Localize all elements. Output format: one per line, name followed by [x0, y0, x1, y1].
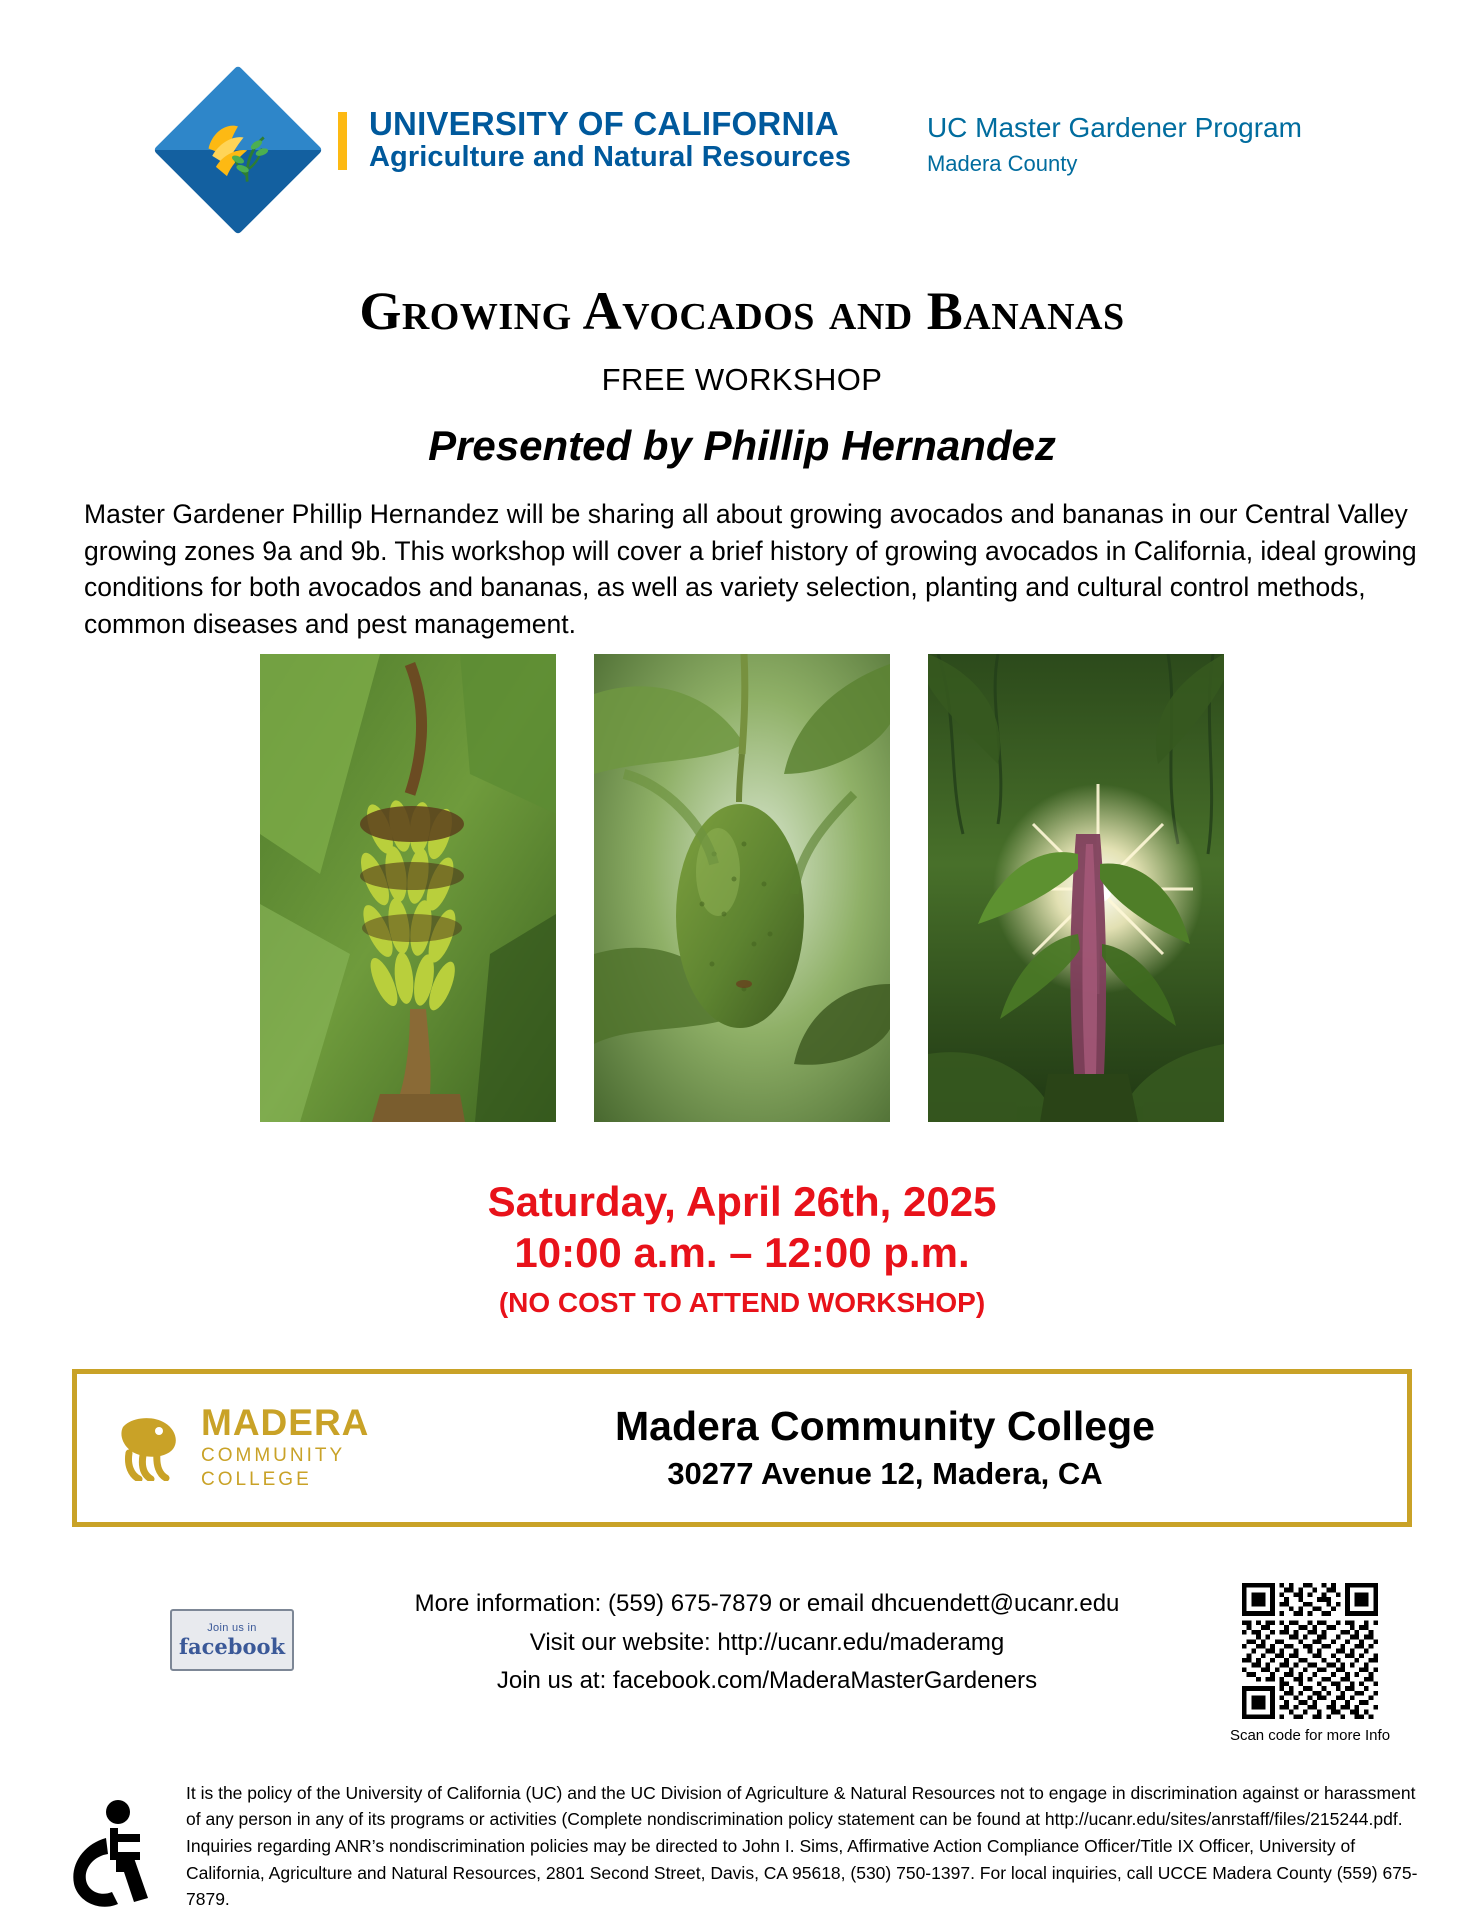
photo-row: [0, 654, 1484, 1122]
contact-facebook[interactable]: Join us at: facebook.com/MaderaMasterGardeners: [496, 1667, 1038, 1695]
venue-box: [72, 1369, 1412, 1527]
event-cost-note: (NO COST TO ATTEND WORKSHOP): [498, 1286, 986, 1318]
banana-plant-sunlight-photo: [928, 654, 1224, 1122]
brand-block: [338, 78, 851, 174]
venue-text: [413, 1403, 1407, 1492]
program-title: UC Master Gardener Program: [926, 112, 1302, 143]
event-date-block: [0, 1176, 1484, 1318]
event-time: 10:00 a.m. – 12:00 p.m.: [514, 1229, 970, 1277]
brand-line-2: Agriculture and Natural Resources: [369, 141, 851, 174]
presenter-line: Presented by Phillip Hernandez: [428, 422, 1056, 469]
facebook-badge[interactable]: [170, 1609, 294, 1671]
venue-name: Madera Community College: [615, 1403, 1155, 1450]
workshop-subtitle: FREE WORKSHOP: [601, 362, 883, 397]
description-paragraph: Master Gardener Phillip Hernandez will be sharing all about growing avocados and bananas in our Central Valley growing zones 9a and 9b. This workshop will cover a brief history of growing avocados in California, ideal growing conditions for both avocados and bananas, as well as variety selection, planting and cultural control methods, common diseases and pest management.: [84, 499, 1417, 639]
mcc-logo-line-1: MADERA: [201, 1401, 370, 1443]
footer-row: [0, 1774, 1484, 1915]
logo-leaf-art-icon: [192, 108, 284, 200]
facebook-badge-word: facebook: [178, 1633, 286, 1659]
venue-address: 30277 Avenue 12, Madera, CA: [667, 1456, 1103, 1492]
avocado-on-tree-photo: [594, 654, 890, 1122]
mcc-mark-icon: [113, 1415, 187, 1481]
uc-anr-logo-icon: [160, 78, 320, 238]
brand-line-1: UNIVERSITY OF CALIFORNIA: [369, 105, 839, 142]
header: [0, 0, 1484, 238]
contact-phone-email: More information: (559) 675-7879 or email dhcuendett@ucanr.edu: [414, 1589, 1120, 1617]
banana-bunch-photo: [260, 654, 556, 1122]
madera-community-college-logo: [113, 1401, 413, 1492]
mcc-logo-line-2: COMMUNITY: [201, 1444, 346, 1466]
facebook-badge-join-text: Join us in: [207, 1621, 257, 1634]
nondiscrimination-policy: It is the policy of the University of California (UC) and the UC Division of Agriculture & Natural Resources not to engage in discrimination against or harassment of any person in any of its programs or activities (Complete nondiscrimination policy statement can be found at http://ucanr.edu/sites/anrstaff/files/215244.pdf. Inquiries regarding ANR’s nondiscrimination policies may be directed to John I. Sims, Affirmative Action Compliance Officer/Title IX Officer, University of California, Agriculture and Natural Resources, 2801 Second Street, Davis, CA 95618, (530) 750-1397. For local inquiries, call UCCE Madera County (559) 675-7879.: [186, 1782, 1418, 1910]
brand-accent-bar: [338, 112, 347, 170]
mcc-logo-line-3: COLLEGE: [201, 1468, 312, 1490]
qr-code-icon[interactable]: [1242, 1583, 1378, 1719]
program-county: Madera County: [926, 151, 1078, 176]
program-block: [869, 78, 1302, 180]
contact-lines: [294, 1565, 1220, 1702]
contact-website[interactable]: Visit our website: http://ucanr.edu/maderamg: [529, 1628, 1005, 1656]
page-title: Growing Avocados and Bananas: [359, 281, 1125, 341]
qr-block: [1220, 1583, 1400, 1744]
event-date: Saturday, April 26th, 2025: [487, 1178, 997, 1226]
contact-row: [0, 1565, 1484, 1744]
qr-caption: Scan code for more Info: [1229, 1726, 1391, 1744]
wheelchair-icon: [56, 1798, 172, 1915]
